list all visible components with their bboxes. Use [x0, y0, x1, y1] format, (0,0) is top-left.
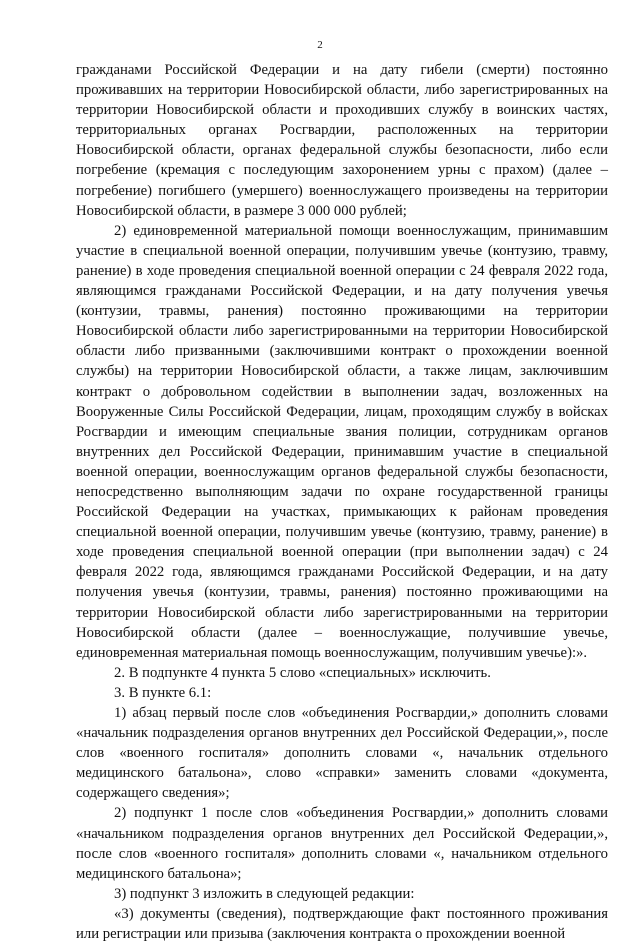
paragraph-item-3: 3. В пункте 6.1:	[114, 684, 212, 701]
document-body	[76, 60, 608, 944]
paragraph-subitem-2: 2) единовременной материальной помощи военнослужащим, принимавшим участие в специальной военной операции, получившим увечье (контузию, травму, ранение) в ходе проведения специальной военной операции с 24 февраля 2022 года, являющимся гражданами Российской Федерации, и на дату получения увечья (контузии, травмы, ранения) постоянно проживающими на территории Новосибирской области либо зарегистрированными на территории Новосибирской области либо призванными (заключившими контракт о прохождении военной службы) на территории Новосибирской области, а также лицам, заключившим контракт о добровольном содействии в выполнении задач, возложенных на Вооруженные Силы Российской Федерации, лицам, проходящим службу в войсках Росгвардии и имеющим специальные звания полиции, сотрудникам органов внутренних дел Российской Федерации, принимавшим участие в специальной военной операции, военнослужащим органов федеральной службы безопасности, непосредственно выполняющим задачи по охране государственной границы Российской Федерации на участках, примыкающих к районам проведения специальной военной операции, получившим увечье (контузию, травму, ранение) в ходе проведения специальной военной операции (при выполнении задач) с 24 февраля 2022 года, являющимся гражданами Российской Федерации, и на дату получения увечья (контузии, травмы, ранения) постоянно проживающими на территории Новосибирской области либо зарегистрированными на территории Новосибирской области (далее – военнослужащие, получившие увечье, единовременная материальная помощь военнослужащим, получившим увечье):».	[76, 222, 608, 661]
paragraph-item-3-subitem-1: 1) абзац первый после слов «объединения Росгвардии,» дополнить словами «начальник подразделения органов внутренних дел Российской Федерации,», после слов «военного госпиталя» дополнить словами «, начальник отдельного медицинского батальона», слово «справки» заменить словами «документа, содержащего сведения»;	[76, 705, 608, 802]
paragraph-item-3-subitem-2: 2) подпункт 1 после слов «объединения Росгвардии,» дополнить словами «начальником подразделения органов внутренних дел Российской Федерации,», после слов «военного госпиталя» дополнить словами «, начальником отдельного медицинского батальона»;	[76, 805, 608, 882]
paragraph-item-2: 2. В подпункте 4 пункта 5 слово «специальных» исключить.	[114, 664, 491, 681]
paragraph-item-3-subitem-3: 3) подпункт 3 изложить в следующей редакции:	[114, 885, 415, 902]
page-number: 2	[317, 39, 323, 51]
paragraph-new-wording: «3) документы (сведения), подтверждающие факт постоянного проживания или регистрации или призыва (заключения контракта о прохождении военной	[76, 905, 608, 943]
paragraph-continuation: гражданами Российской Федерации и на дату гибели (смерти) постоянно проживавших на территории Новосибирской области, либо зарегистрированных на территории Новосибирской области и проходивших службу в воинских частях, территориальных органах Росгвардии, расположенных на территории Новосибирской области, органах федеральной службы безопасности, либо если погребение (кремация с последующим захоронением урны с прахом) (далее – погребение) погибшего (умершего) военнослужащего произведены на территории Новосибирской области, в размере 3 000 000 рублей;	[76, 62, 608, 219]
